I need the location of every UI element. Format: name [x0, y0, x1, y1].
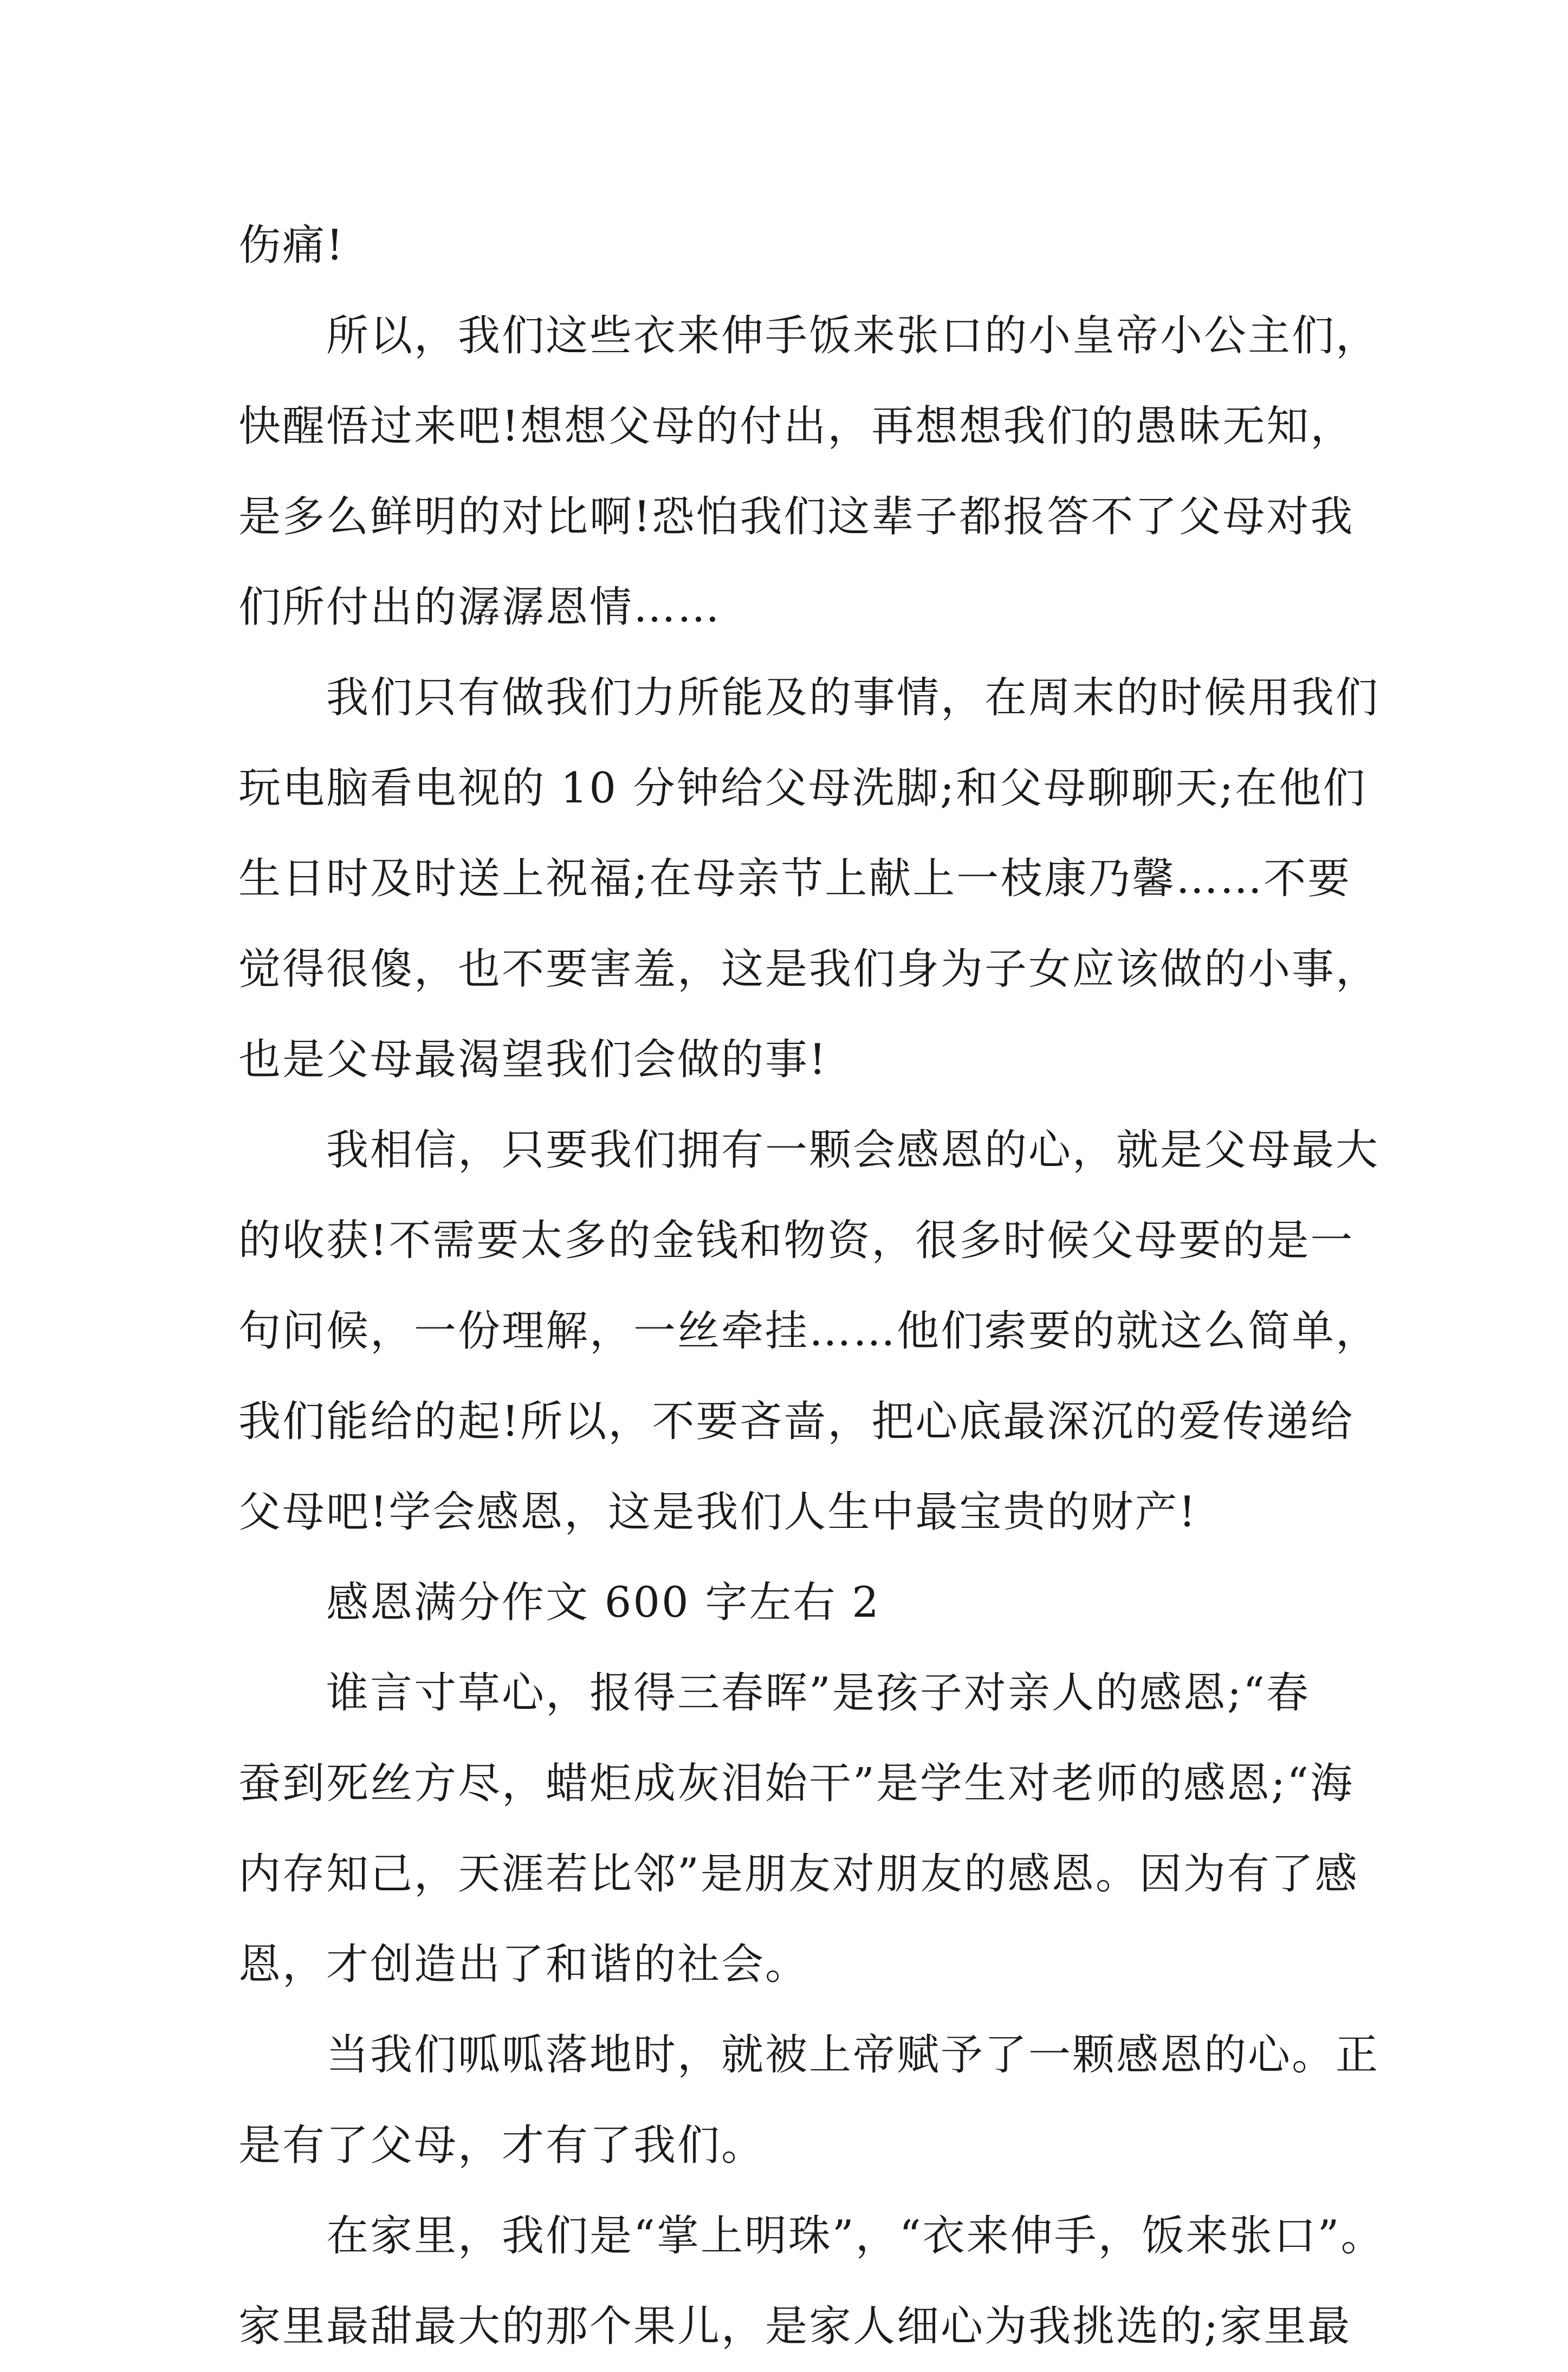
- text-line: 也是父母最渴望我们会做的事!: [238, 1035, 828, 1084]
- section-heading: [238, 1558, 1371, 1648]
- text-line: 生日时及时送上祝福;在母亲节上献上一枝康乃馨……不要: [238, 854, 1352, 903]
- text-line: 我相信，只要我们拥有一颗会感恩的心，就是父母最大: [326, 1126, 1380, 1175]
- text-line: 在家里，我们是“掌上明珠”，“衣来伸手，饭来张口”。: [326, 2212, 1385, 2260]
- text-line: 内存知己，天涯若比邻”是朋友对朋友的感恩。因为有了感: [238, 1850, 1359, 1898]
- text-line: 句问候，一份理解，一丝牵挂……他们索要的就这么简单，: [238, 1307, 1380, 1356]
- paragraph: [238, 2191, 1385, 2372]
- text-line: 谁言寸草心，报得三春晖”是孩子对亲人的感恩;“春: [326, 1669, 1311, 1718]
- paragraph: [238, 1648, 1371, 2010]
- text-line: 是多么鲜明的对比啊!恐怕我们这辈子都报答不了父母对我: [238, 492, 1355, 541]
- text-line: 蚕到死丝方尽，蜡炬成灰泪始干”是学生对老师的感恩;“海: [238, 1759, 1355, 1808]
- text-line: 感恩满分作文 600 字左右 2: [326, 1578, 880, 1627]
- text-line: 们所付出的潺潺恩情……: [238, 583, 722, 632]
- paragraph: [238, 1105, 1380, 1558]
- text-line: 我们只有做我们力所能及的事情，在周末的时候用我们: [326, 673, 1380, 722]
- text-line: 伤痛!: [238, 221, 345, 270]
- text-line: 恩，才创造出了和谐的社会。: [238, 1940, 809, 1989]
- paragraph: [238, 2010, 1380, 2191]
- text-line: 玩电脑看电视的 10 分钟给父母洗脚;和父母聊聊天;在他们: [238, 764, 1367, 813]
- text-line: 是有了父母，才有了我们。: [238, 2121, 766, 2170]
- text-line: 家里最甜最大的那个果儿，是家人细心为我挑选的;家里最: [238, 2302, 1352, 2351]
- paragraph: [238, 653, 1380, 1105]
- text-line: 觉得很傻，也不要害羞，这是我们身为子女应该做的小事，: [238, 945, 1380, 994]
- text-line: 所以，我们这些衣来伸手饭来张口的小皇帝小公主们，: [326, 312, 1380, 360]
- document-body: [238, 200, 1385, 2372]
- text-line: 快醒悟过来吧!想想父母的付出，再想想我们的愚昧无知，: [238, 402, 1355, 451]
- text-line: 我们能给的起!所以，不要吝啬，把心底最深沉的爱传递给: [238, 1397, 1355, 1446]
- text-line: 当我们呱呱落地时，就被上帝赋予了一颗感恩的心。正: [326, 2031, 1380, 2079]
- paragraph: [238, 291, 1380, 653]
- paragraph: [238, 200, 1371, 291]
- text-line: 父母吧!学会感恩，这是我们人生中最宝贵的财产!: [238, 1488, 1197, 1537]
- text-line: 的收获!不需要太多的金钱和物资，很多时候父母要的是一: [238, 1216, 1355, 1265]
